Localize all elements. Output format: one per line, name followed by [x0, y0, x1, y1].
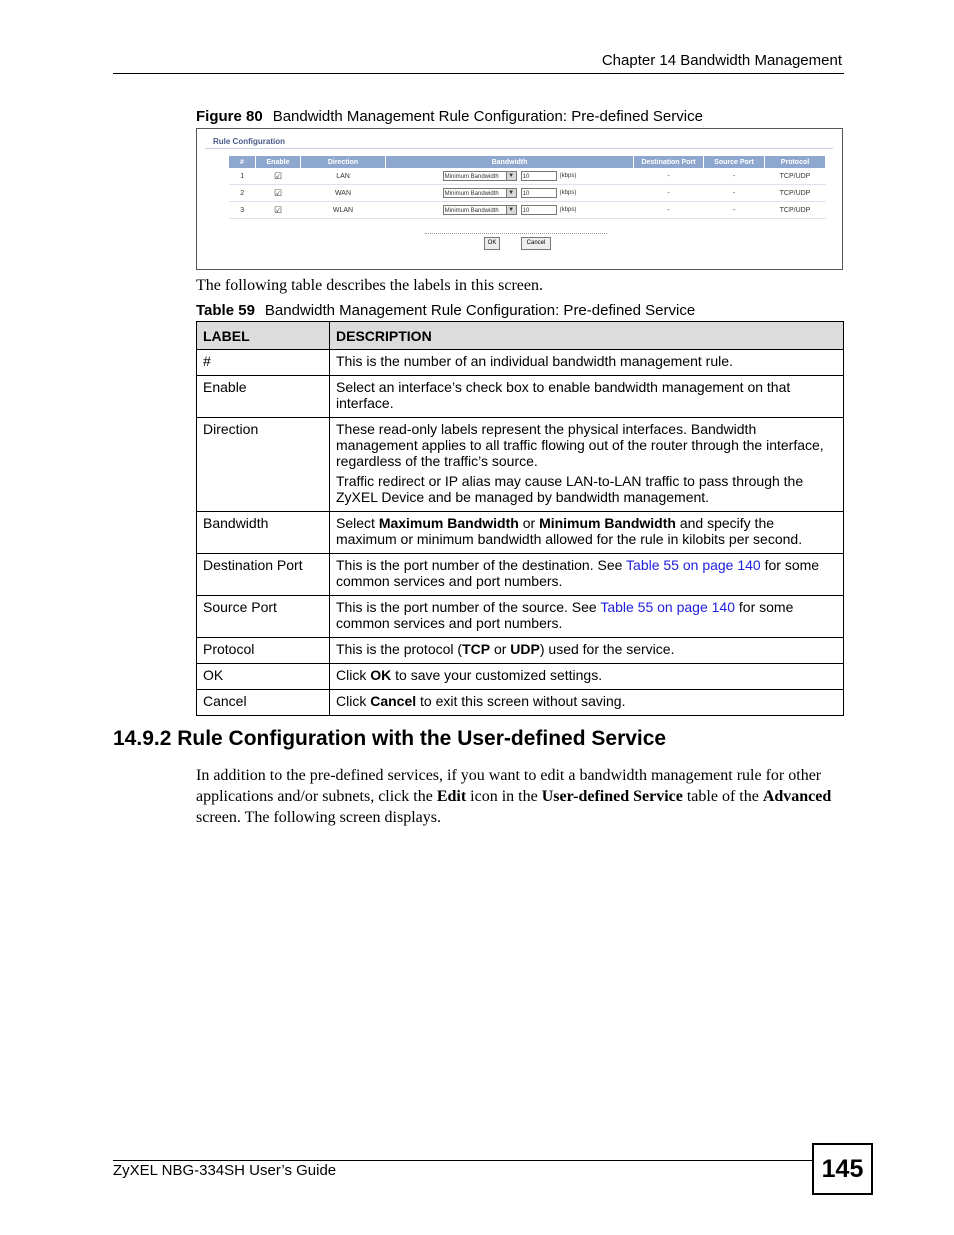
text-run: ) used for the service.	[539, 641, 675, 657]
bandwidth-input[interactable]: 10	[521, 188, 557, 198]
rule-config-screenshot	[196, 128, 843, 270]
table-header-row	[197, 322, 844, 350]
row-label: Destination Port	[197, 554, 330, 596]
text-run: This is the port number of the destination. See	[336, 557, 627, 573]
text-run: table of the	[682, 788, 763, 805]
table-row	[197, 690, 844, 716]
section-paragraph	[196, 765, 846, 828]
rule-direction: WAN	[301, 185, 386, 202]
bandwidth-unit: (kbps)	[559, 173, 577, 179]
row-description	[330, 690, 844, 716]
row-label: Direction	[197, 418, 330, 512]
row-label: Bandwidth	[197, 512, 330, 554]
col-enable: Enable	[256, 156, 301, 168]
rule-num: 3	[229, 202, 256, 219]
bold-term: OK	[370, 667, 392, 683]
row-description	[330, 512, 844, 554]
table-caption	[196, 302, 695, 319]
bandwidth-select[interactable]	[443, 205, 517, 215]
header-rule	[113, 73, 844, 74]
page-number: 145	[812, 1143, 873, 1195]
figure-caption	[196, 108, 703, 125]
bandwidth-unit: (kbps)	[559, 207, 577, 213]
rule-direction: LAN	[301, 168, 386, 185]
rule-protocol: TCP/UDP	[765, 185, 826, 202]
text-run: or	[490, 641, 511, 657]
row-description	[330, 596, 844, 638]
panel-title: Rule Configuration	[213, 137, 285, 146]
header-label: LABEL	[197, 322, 330, 350]
footer-rule	[113, 1160, 813, 1161]
row-description	[330, 418, 844, 512]
row-description	[330, 664, 844, 690]
rule-dest-port: -	[634, 202, 704, 219]
figure-title: Bandwidth Management Rule Configuration: Pre-defined Service	[272, 108, 703, 125]
rule-protocol: TCP/UDP	[765, 202, 826, 219]
chevron-down-icon[interactable]: ▼	[506, 206, 516, 214]
bandwidth-input[interactable]: 10	[521, 205, 557, 215]
table-row	[197, 664, 844, 690]
bandwidth-unit: (kbps)	[559, 190, 577, 196]
rule-num: 2	[229, 185, 256, 202]
bandwidth-select-value: Minimum Bandwidth	[444, 174, 499, 180]
text-run: In addition to the pre-defined services, if you want to edit a bandwidth management rule for other applications and/or subnets, click the	[196, 767, 822, 805]
bold-term: User-defined Service	[541, 788, 683, 805]
bold-term: UDP	[510, 641, 540, 657]
bold-term: Advanced	[762, 788, 832, 805]
footer-guide-title: ZyXEL NBG-334SH User’s Guide	[113, 1162, 337, 1179]
col-num: #	[229, 156, 256, 168]
table-row	[197, 554, 844, 596]
text-run: Click	[336, 667, 371, 683]
figure-label: Figure 80	[196, 108, 263, 125]
rule-protocol: TCP/UDP	[765, 168, 826, 185]
table-link[interactable]: Table 55 on page 140	[600, 599, 736, 615]
row-description: This is the number of an individual bandwidth management rule.	[330, 350, 844, 376]
row-label: #	[197, 350, 330, 376]
chevron-down-icon[interactable]: ▼	[506, 189, 516, 197]
text-run: for some common services and port numbers.	[336, 557, 820, 589]
bold-term: Cancel	[370, 693, 417, 709]
rule-src-port: -	[704, 185, 765, 202]
bold-term: TCP	[462, 641, 491, 657]
rule-row	[229, 168, 826, 185]
table-row	[197, 596, 844, 638]
text-run: This is the protocol (	[336, 641, 463, 657]
rule-num: 1	[229, 168, 256, 185]
chevron-down-icon[interactable]: ▼	[506, 172, 516, 180]
text-run: and specify the maximum or minimum bandwidth allowed for the rule in kilobits per second.	[336, 515, 803, 547]
bold-term: Edit	[436, 788, 467, 805]
bandwidth-select-value: Minimum Bandwidth	[444, 191, 499, 197]
description-paragraph: Traffic redirect or IP alias may cause LAN-to-LAN traffic to pass through the ZyXEL Device and be managed by bandwidth management.	[336, 473, 804, 505]
enable-checkbox[interactable]: ☑	[273, 170, 283, 181]
col-direction: Direction	[301, 156, 386, 168]
table-row	[197, 512, 844, 554]
rule-table	[229, 156, 826, 219]
row-label: OK	[197, 664, 330, 690]
rule-direction: WLAN	[301, 202, 386, 219]
button-divider	[425, 233, 607, 234]
table-label: Table 59	[196, 302, 255, 319]
col-protocol: Protocol	[765, 156, 826, 168]
text-run: icon in the	[466, 788, 542, 805]
table-link[interactable]: Table 55 on page 140	[626, 557, 761, 573]
description-table	[196, 321, 844, 716]
cancel-button[interactable]: Cancel	[521, 237, 551, 250]
ok-button[interactable]: OK	[484, 237, 500, 250]
row-label: Cancel	[197, 690, 330, 716]
col-source-port: Source Port	[704, 156, 765, 168]
table-title: Bandwidth Management Rule Configuration: Pre-defined Service	[264, 302, 696, 319]
text-run: screen. The following screen displays.	[196, 809, 441, 826]
row-description	[330, 638, 844, 664]
rule-src-port: -	[704, 202, 765, 219]
table-row	[197, 350, 844, 376]
text-run: Select	[336, 515, 379, 531]
row-label: Protocol	[197, 638, 330, 664]
text-run: to exit this screen without saving.	[416, 693, 626, 709]
rule-table-header	[229, 156, 826, 168]
col-destination-port: Destination Port	[634, 156, 704, 168]
bold-term: Maximum Bandwidth	[378, 515, 519, 531]
bandwidth-select[interactable]	[443, 171, 517, 181]
text-run: Click	[336, 693, 371, 709]
rule-row	[229, 202, 826, 219]
header-description: DESCRIPTION	[330, 322, 844, 350]
bandwidth-input[interactable]: 10	[521, 171, 557, 181]
rule-row	[229, 185, 826, 202]
intro-text: The following table describes the labels in this screen.	[196, 277, 544, 294]
rule-dest-port: -	[634, 168, 704, 185]
panel-title-rule	[205, 148, 833, 149]
enable-checkbox[interactable]: ☑	[273, 187, 283, 198]
text-run: for some common services and port numbers.	[336, 599, 794, 631]
text-run: This is the port number of the source. See	[336, 599, 601, 615]
table-row	[197, 638, 844, 664]
enable-checkbox[interactable]: ☑	[273, 204, 283, 215]
table-row	[197, 376, 844, 418]
bandwidth-select-value: Minimum Bandwidth	[444, 208, 499, 214]
chapter-header: Chapter 14 Bandwidth Management	[601, 52, 842, 69]
rule-dest-port: -	[634, 185, 704, 202]
text-run: or	[518, 515, 540, 531]
col-bandwidth: Bandwidth	[386, 156, 634, 168]
row-label: Enable	[197, 376, 330, 418]
row-description: Select an interface’s check box to enable bandwidth management on that interface.	[330, 376, 844, 418]
row-description	[330, 554, 844, 596]
table-row	[197, 418, 844, 512]
text-run: to save your customized settings.	[391, 667, 603, 683]
section-heading: 14.9.2 Rule Configuration with the User-defined Service	[113, 727, 667, 750]
bold-term: Minimum Bandwidth	[539, 515, 676, 531]
bandwidth-select[interactable]	[443, 188, 517, 198]
rule-src-port: -	[704, 168, 765, 185]
row-label: Source Port	[197, 596, 330, 638]
description-paragraph: These read-only labels represent the physical interfaces. Bandwidth management applies to all traffic flowing out of the router through the interface, regardless of the traffic’s source.	[336, 421, 824, 469]
